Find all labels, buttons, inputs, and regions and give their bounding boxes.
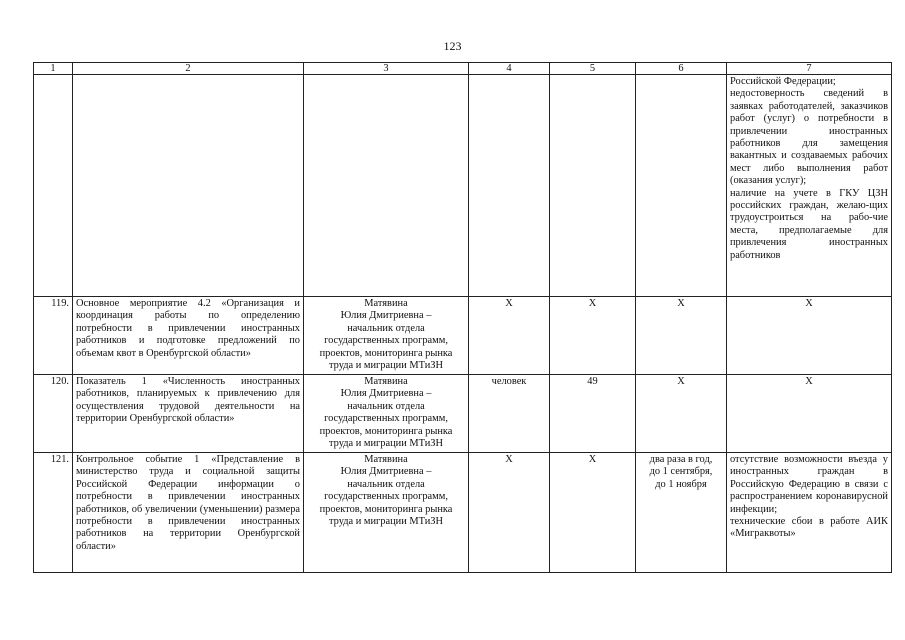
responsible-cell xyxy=(304,453,469,573)
responsible-cell xyxy=(304,375,469,453)
unit-cell xyxy=(469,75,550,297)
responsible-line: Матявина xyxy=(364,298,408,309)
column-number-row xyxy=(34,63,892,75)
responsible-line: труда и миграции МТиЗН xyxy=(328,438,443,450)
responsible-line: начальник отдела xyxy=(347,400,425,412)
risks-cell xyxy=(727,75,892,297)
responsible-line: Матявина xyxy=(364,376,408,387)
deadline-line: два раза в год, xyxy=(649,454,713,465)
row-number-cell: 121. xyxy=(34,453,73,573)
column-number: 1 xyxy=(34,63,73,75)
responsible-line: государственных программ, xyxy=(324,491,448,503)
value-cell: 49 xyxy=(550,375,636,453)
table-row xyxy=(34,453,892,573)
deadline-line: Х xyxy=(677,376,685,387)
name-cell xyxy=(73,375,304,453)
responsible-line: труда и миграции МТиЗН xyxy=(328,360,443,372)
deadline-cell xyxy=(636,297,727,375)
risk-text: наличие на учете в ГКУ ЦЗН российских граждан, желаю-щих трудоустроиться на рабо-чие места, предполагаемые для привлечения иностранных работников xyxy=(730,187,888,261)
responsible-line: государственных программ, xyxy=(324,413,448,425)
value-cell: Х xyxy=(550,453,636,573)
responsible-line: начальник отдела xyxy=(347,322,425,334)
risk-text: недостоверность сведений в заявках работодателей, заказчиков работ (услуг) о потребности в привлечении иностранных работников для замещения вакантных и создаваемых рабочих мест либо выполнения работ (оказания услуг); xyxy=(730,88,888,187)
responsible-line: Юлия Дмитриевна – xyxy=(340,388,432,400)
row-number-cell: 120. xyxy=(34,375,73,453)
table-row xyxy=(34,75,892,297)
deadline-cell xyxy=(636,453,727,573)
deadline-cell xyxy=(636,75,727,297)
deadline-cell xyxy=(636,375,727,453)
responsible-line: проектов, мониторинга рынка xyxy=(319,425,453,437)
column-number: 4 xyxy=(469,63,550,75)
responsible-line: начальник отдела xyxy=(347,478,425,490)
column-number: 7 xyxy=(727,63,892,75)
responsible-cell xyxy=(304,75,469,297)
risk-text: технические сбои в работе АИК «Миграквоты» xyxy=(730,516,888,540)
column-number: 3 xyxy=(304,63,469,75)
risks-cell xyxy=(727,453,892,573)
responsible-line: Юлия Дмитриевна – xyxy=(340,466,432,478)
deadline-line: до 1 ноября xyxy=(655,478,707,490)
unit-cell: Х xyxy=(469,297,550,375)
page-number: 123 xyxy=(443,39,462,53)
table-row xyxy=(34,297,892,375)
name-cell xyxy=(73,75,304,297)
row-number-cell: 119. xyxy=(34,297,73,375)
measures-table xyxy=(33,62,892,573)
responsible-line: проектов, мониторинга рынка xyxy=(319,347,453,359)
unit-cell: Х xyxy=(469,453,550,573)
table-row xyxy=(34,375,892,453)
risks-cell xyxy=(727,375,892,453)
unit-cell: человек xyxy=(469,375,550,453)
responsible-line: Матявина xyxy=(364,454,408,465)
name-cell xyxy=(73,453,304,573)
deadline-line: до 1 сентября, xyxy=(649,466,713,478)
value-cell xyxy=(550,75,636,297)
name-cell xyxy=(73,297,304,375)
column-number: 5 xyxy=(550,63,636,75)
responsible-line: труда и миграции МТиЗН xyxy=(328,516,443,528)
risk-text: Х xyxy=(805,376,813,387)
deadline-line: Х xyxy=(677,298,685,309)
column-number: 2 xyxy=(73,63,304,75)
risk-text: Х xyxy=(805,298,813,309)
responsible-line: Юлия Дмитриевна – xyxy=(340,310,432,322)
risk-text: отсутствие возможности въезда у иностранных граждан в Российскую Федерацию в связи с распространением коронавирусной инфекции; xyxy=(730,454,888,515)
measure-name: Основное мероприятие 4.2 «Организация и координация работы по определению потребности в привлечении иностранных работников и подготовке предложений по объемам квот в Оренбургской области» xyxy=(76,298,300,359)
value-cell: Х xyxy=(550,297,636,375)
control-event-name: Контрольное событие 1 «Представление в министерство труда и социальной защиты Российской Федерации информации о потребности в привлечении иностранных работников, об увеличении (уменьшении) размера потребности в привлечении иностранных работников на территории Оренбургской области» xyxy=(76,454,300,552)
row-number-cell xyxy=(34,75,73,297)
responsible-cell xyxy=(304,297,469,375)
responsible-line: государственных программ, xyxy=(324,335,448,347)
responsible-line: проектов, мониторинга рынка xyxy=(319,503,453,515)
column-number: 6 xyxy=(636,63,727,75)
indicator-name: Показатель 1 «Численность иностранных работников, планируемых к привлечению для осуществления трудовой деятельности на территории Оренбургской области» xyxy=(76,376,300,425)
risk-text: Российской Федерации; xyxy=(730,76,836,87)
risks-cell xyxy=(727,297,892,375)
